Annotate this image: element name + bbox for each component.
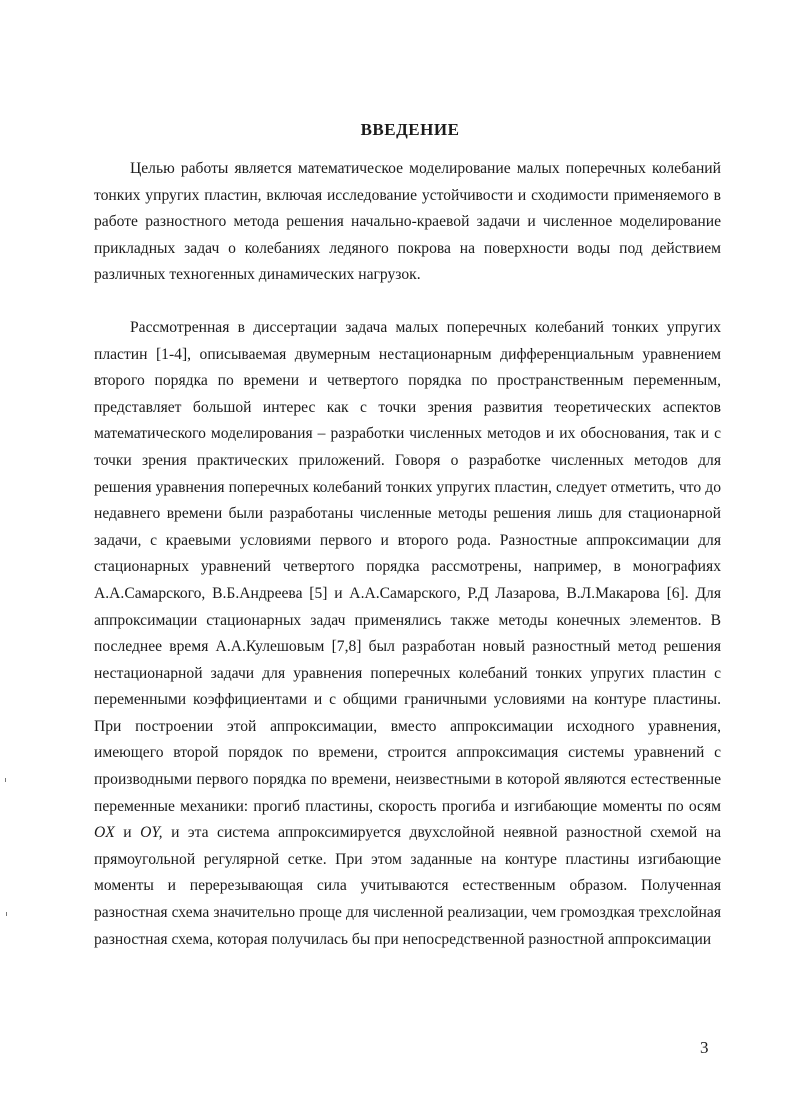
paragraph-2-end: и эта система аппроксимируется двухслойной неявной разностной схемой на прямоугольной регулярной сетке. При этом заданные на контуре пластины изгибающие моменты и перерезывающая сила учитываются естественным образом. Полученная разностная схема значительно проще для численной реализации, чем громоздкая трехслойная разностная схема, которая получилась бы при непосредственной разностной аппроксимации — [94, 824, 721, 948]
paragraph-1: Целью работы является математическое моделирование малых поперечных колебаний тонких упругих пластин, включая исследование устойчивости и сходимости применяемого в работе разностного метода решения начально-краевой задачи и численное моделирование прикладных задач о колебаниях ледяного покрова на поверхности воды под действием различных техногенных динамических нагрузок. — [94, 160, 721, 284]
scan-speck — [6, 912, 7, 916]
conjunction: и — [114, 824, 141, 842]
body-text — [94, 156, 721, 953]
page-title: ВВЕДЕНИЕ — [360, 120, 460, 139]
page-number: 3 — [700, 1038, 709, 1057]
paragraph-2 — [94, 315, 721, 953]
axis-ox: OX — [94, 824, 115, 842]
paragraph-2-text: Рассмотренная в диссертации задача малых поперечных колебаний тонких упругих пластин [1-4], описываемая двумерным нестационарным дифференциальным уравнением второго порядка по времени и четвертого порядка по пространственным переменным, представляет большой интерес как с точки зрения развития теоретических аспектов математического моделирования – разработки численных методов и их обоснования, так и с точки зрения практических приложений. Говоря о разработке численных методов для решения уравнения поперечных колебаний тонких упругих пластин, следует отметить, что до недавнего времени были разработаны численные методы решения лишь для стационарной задачи, с краевыми условиями первого и второго рода. Разностные аппроксимации для стационарных уравнений четвертого порядка рассмотрены, например, в монографиях А.А.Самарского, В.Б.Андреева [5] и А.А.Самарского, Р.Д Лазарова, В.Л.Макарова [6]. Для аппроксимации стационарных задач применялись также методы конечных элементов. В последнее время А.А.Кулешовым [7,8] был разработан новый разностный метод решения нестационарной задачи для уравнения поперечных колебаний тонких упругих пластин с переменными коэффициентами и с общими граничными условиями на контуре пластины. При построении этой аппроксимации, вместо аппроксимации исходного уравнения, имеющего второй порядок по времени, строится аппроксимация системы уравнений с производными первого порядка по времени, неизвестными в которой являются естественные переменные механики: прогиб пластины, скорость прогиба и изгибающие моменты по осям — [94, 318, 721, 815]
axis-oy: OY, — [140, 824, 163, 842]
scan-speck — [5, 778, 6, 782]
